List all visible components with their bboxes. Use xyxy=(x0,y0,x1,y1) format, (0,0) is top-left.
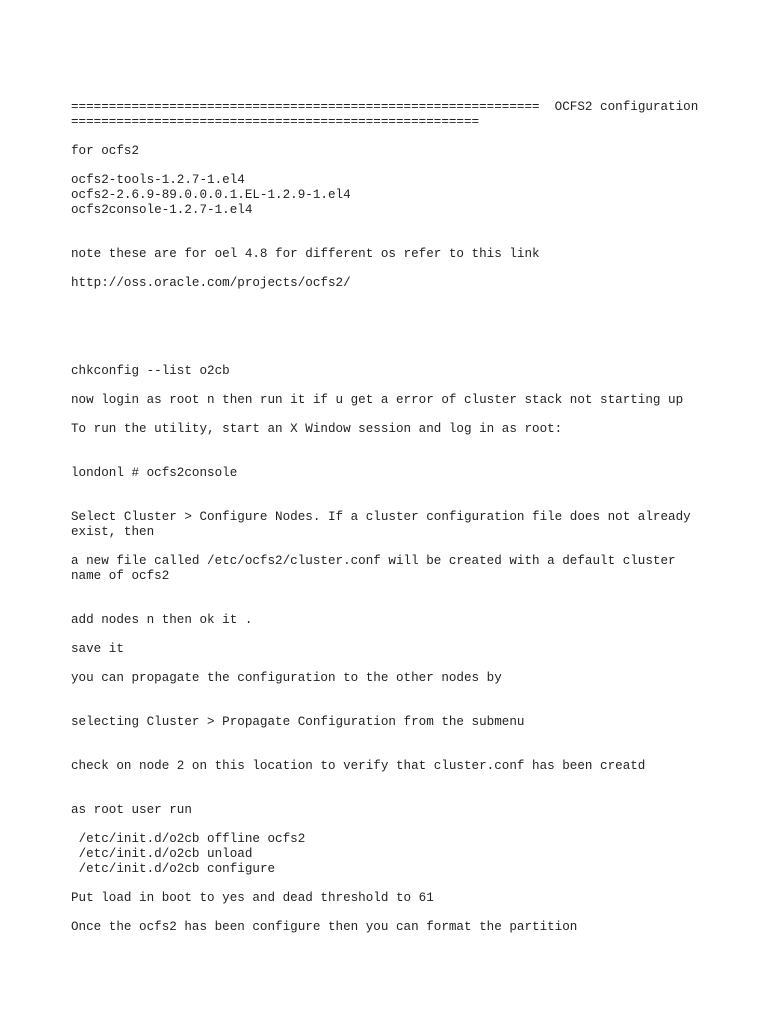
package-list xyxy=(71,173,711,218)
check-node-line: check on node 2 on this location to verify that cluster.conf has been creatd xyxy=(71,759,646,773)
header-title: OCFS2 configuration xyxy=(547,100,699,114)
format-partition-line: Once the ocfs2 has been configure then you can format the partition xyxy=(71,920,578,934)
login-note: now login as root n then run it if u get a error of cluster stack not starting up xyxy=(71,393,684,407)
document-page xyxy=(71,100,711,935)
save-it-line: save it xyxy=(71,642,124,656)
header-rule: ============================================================== xyxy=(71,100,548,114)
package-item: ocfs2console-1.2.7-1.el4 xyxy=(71,203,253,217)
select-cluster-paragraph: Select Cluster > Configure Nodes. If a cluster configuration file does not already exist, then xyxy=(71,510,699,539)
console-command: londonl # ocfs2console xyxy=(71,466,238,480)
command-item: /etc/init.d/o2cb offline ocfs2 xyxy=(71,832,306,846)
chkconfig-command: chkconfig --list o2cb xyxy=(71,364,230,378)
new-file-paragraph: a new file called /etc/ocfs2/cluster.conf will be created with a default cluster name of ocfs2 xyxy=(71,554,684,583)
selecting-line: selecting Cluster > Propagate Configuration from the submenu xyxy=(71,715,525,729)
run-utility-line: To run the utility, start an X Window session and log in as root: xyxy=(71,422,563,436)
add-nodes-line: add nodes n then ok it . xyxy=(71,613,253,627)
package-item: ocfs2-2.6.9-89.0.0.0.1.EL-1.2.9-1.el4 xyxy=(71,188,351,202)
propagate-line: you can propagate the configuration to the other nodes by xyxy=(71,671,502,685)
reference-link: http://oss.oracle.com/projects/ocfs2/ xyxy=(71,276,351,290)
package-item: ocfs2-tools-1.2.7-1.el4 xyxy=(71,173,245,187)
header-block xyxy=(71,100,711,130)
header-rule-continued: ====================================================== xyxy=(71,115,480,129)
command-item: /etc/init.d/o2cb configure xyxy=(71,862,276,876)
command-list xyxy=(71,832,711,877)
note-line: note these are for oel 4.8 for different os refer to this link xyxy=(71,247,540,261)
for-ocfs2-line: for ocfs2 xyxy=(71,144,140,158)
as-root-line: as root user run xyxy=(71,803,192,817)
command-item: /etc/init.d/o2cb unload xyxy=(71,847,253,861)
put-load-line: Put load in boot to yes and dead threshold to 61 xyxy=(71,891,434,905)
